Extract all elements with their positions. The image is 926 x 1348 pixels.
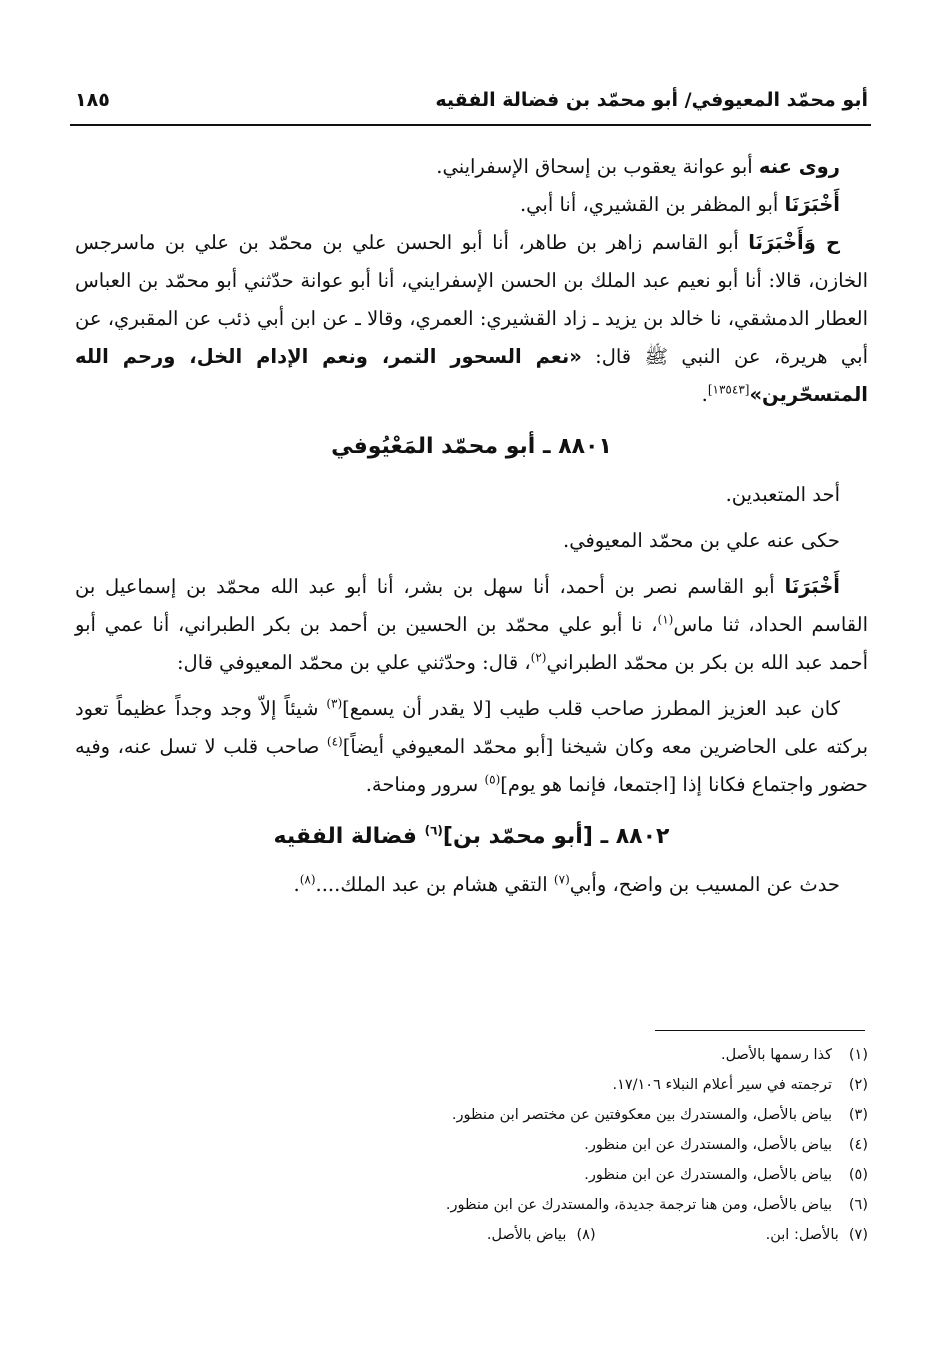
footnote-ref[interactable]: (١) <box>657 612 674 627</box>
footnote-item <box>290 1100 868 1130</box>
hadith-number: [١٣٥٤٣] <box>707 382 750 397</box>
footnote-number: (٦) <box>848 1197 868 1213</box>
heading-text: فضالة الفقيه <box>273 824 425 849</box>
footnote-item <box>290 1130 868 1160</box>
paragraph-text: أبو القاسم زاهر بن طاهر، أنا أبو الحسن علي بن محمّد بن علي بن ماسرجس الخازن، قالا: أنا أبو نعيم عبد الملك بن الحسن الإسفرايني، أنا أبو عوانة حدّثني أبو محمّد بن العباس العطار الدمشقي، نا خالد بن يزيد ـ زاد القشيري: العمري، وقالا ـ عن ابن أبي ذئب عن المقبري، عن أبي هريرة، عن النبي ﷺ قال: <box>75 231 868 368</box>
punctuation: . <box>293 873 300 896</box>
footnote-number: (٤) <box>848 1137 868 1153</box>
footnote-ref[interactable]: (٧) <box>553 872 570 887</box>
paragraph-text: سرور ومناحة. <box>365 773 485 796</box>
page-number: ١٨٥ <box>75 89 110 111</box>
running-title: أبو محمّد المعيوفي/ أبو محمّد بن فضالة الفقيه <box>435 89 868 111</box>
footnote-ref[interactable]: (٢) <box>530 650 547 665</box>
footnote-item <box>290 1190 868 1220</box>
footnotes <box>290 1040 868 1250</box>
footnote-ref[interactable]: (٥) <box>484 772 501 787</box>
paragraph-text: أبو المظفر بن القشيري، أنا أبي. <box>519 193 785 216</box>
footnote-number: (١) <box>848 1047 868 1063</box>
footnote-number: (٢) <box>848 1077 868 1093</box>
footnote-text: بياض بالأصل، ومن هنا ترجمة جديدة، والمستدرك عن ابن منظور. <box>445 1197 832 1213</box>
paragraph-text: أبو عوانة يعقوب بن إسحاق الإسفرايني. <box>436 155 759 178</box>
footnote-ref[interactable]: (٤) <box>326 734 343 749</box>
paragraph-text: شيئاً إلاّ وجد وجداً عظيماً تعود بركته على الحاضرين معه وكان شيخنا [أبو محمّد المعيوفي أيضاً] <box>75 697 869 758</box>
paragraph-akhbarana <box>75 186 868 224</box>
paragraph-isnad <box>75 568 868 682</box>
punctuation: . <box>701 383 708 406</box>
spacer <box>606 1220 756 1250</box>
footnote-text: بياض بالأصل، والمستدرك عن ابن منظور. <box>584 1167 832 1183</box>
lead-word: أَخْبَرَنَا <box>784 575 840 598</box>
footnote-text: بالأصل: ابن. <box>765 1227 839 1243</box>
footnote-text: بياض بالأصل، والمستدرك عن ابن منظور. <box>584 1137 832 1153</box>
lead-word: روى عنه <box>758 155 840 178</box>
lead-word: أَخْبَرَنَا <box>784 193 840 216</box>
header-rule <box>70 124 871 126</box>
paragraph-quote <box>75 690 868 804</box>
entry-heading-8802 <box>75 818 868 856</box>
page-header <box>75 82 868 118</box>
paragraph-isnad-hadith <box>75 224 868 414</box>
footnote-number: (٨) <box>576 1227 596 1243</box>
entry-line: حكى عنه علي بن محمّد المعيوفي. <box>563 529 840 552</box>
main-text <box>75 148 868 904</box>
paragraph-riwaya <box>75 148 868 186</box>
entry-heading-8801: ٨٨٠١ ـ أبو محمّد المَعْيُوفي <box>331 434 612 459</box>
footnote-text: كذا رسمها بالأصل. <box>720 1047 832 1063</box>
paragraph-text: أبو القاسم نصر بن أحمد، أنا سهل بن بشر، أنا أبو عبد الله محمّد بن إسماعيل بن القاسم الحداد، ثنا ماس <box>75 575 868 636</box>
lead-word: ح وَأَخْبَرَنَا <box>748 231 840 254</box>
footnote-number: (٧) <box>848 1227 868 1243</box>
footnote-text: ترجمته في سير أعلام النبلاء ١٧/١٠٦. <box>612 1077 832 1093</box>
footnote-number: (٣) <box>848 1107 868 1123</box>
paragraph-text: التقي هشام بن عبد الملك.... <box>315 873 554 896</box>
paragraph-text: صاحب قلب لا تسل عنه، وفيه حضور واجتماع فكانا إذا [اجتمعا، فإنما هو يوم] <box>75 735 868 796</box>
footnote-ref[interactable]: (٦) <box>424 823 443 838</box>
paragraph-text: كان عبد العزيز المطرز صاحب قلب طيب [لا يقدر أن يسمع] <box>342 697 840 720</box>
footnote-rule <box>655 1030 865 1031</box>
footnote-ref[interactable]: (٨) <box>299 872 316 887</box>
footnote-item <box>290 1070 868 1100</box>
entry-line <box>75 866 868 904</box>
footnote-ref[interactable]: (٣) <box>326 696 343 711</box>
footnote-number: (٥) <box>848 1167 868 1183</box>
footnote-item <box>290 1160 868 1190</box>
entry-line: أحد المتعبدين. <box>725 483 840 506</box>
paragraph-text: ، نا أبو علي محمّد بن الحسين بن أحمد بن بكر الطبراني، أنا عمي أبو أحمد عبد الله بن بكر بن محمّد الطبراني <box>75 613 868 674</box>
footnote-item-pair <box>290 1220 868 1250</box>
footnote-item <box>290 1040 868 1070</box>
paragraph-text: حدث عن المسيب بن واضح، وأبي <box>569 873 840 896</box>
heading-text: ٨٨٠٢ ـ [أبو محمّد بن] <box>442 824 670 849</box>
footnote-text: بياض بالأصل. <box>486 1227 567 1243</box>
footnote-text: بياض بالأصل، والمستدرك بين معكوفتين عن مختصر ابن منظور. <box>451 1107 832 1123</box>
hadith-quote: «نعم السحور التمر، ونعم الإدام الخل، ورحم الله المتسحّرين» <box>75 345 868 406</box>
paragraph-text: ، قال: وحدّثني علي بن محمّد المعيوفي قال: <box>176 651 531 674</box>
